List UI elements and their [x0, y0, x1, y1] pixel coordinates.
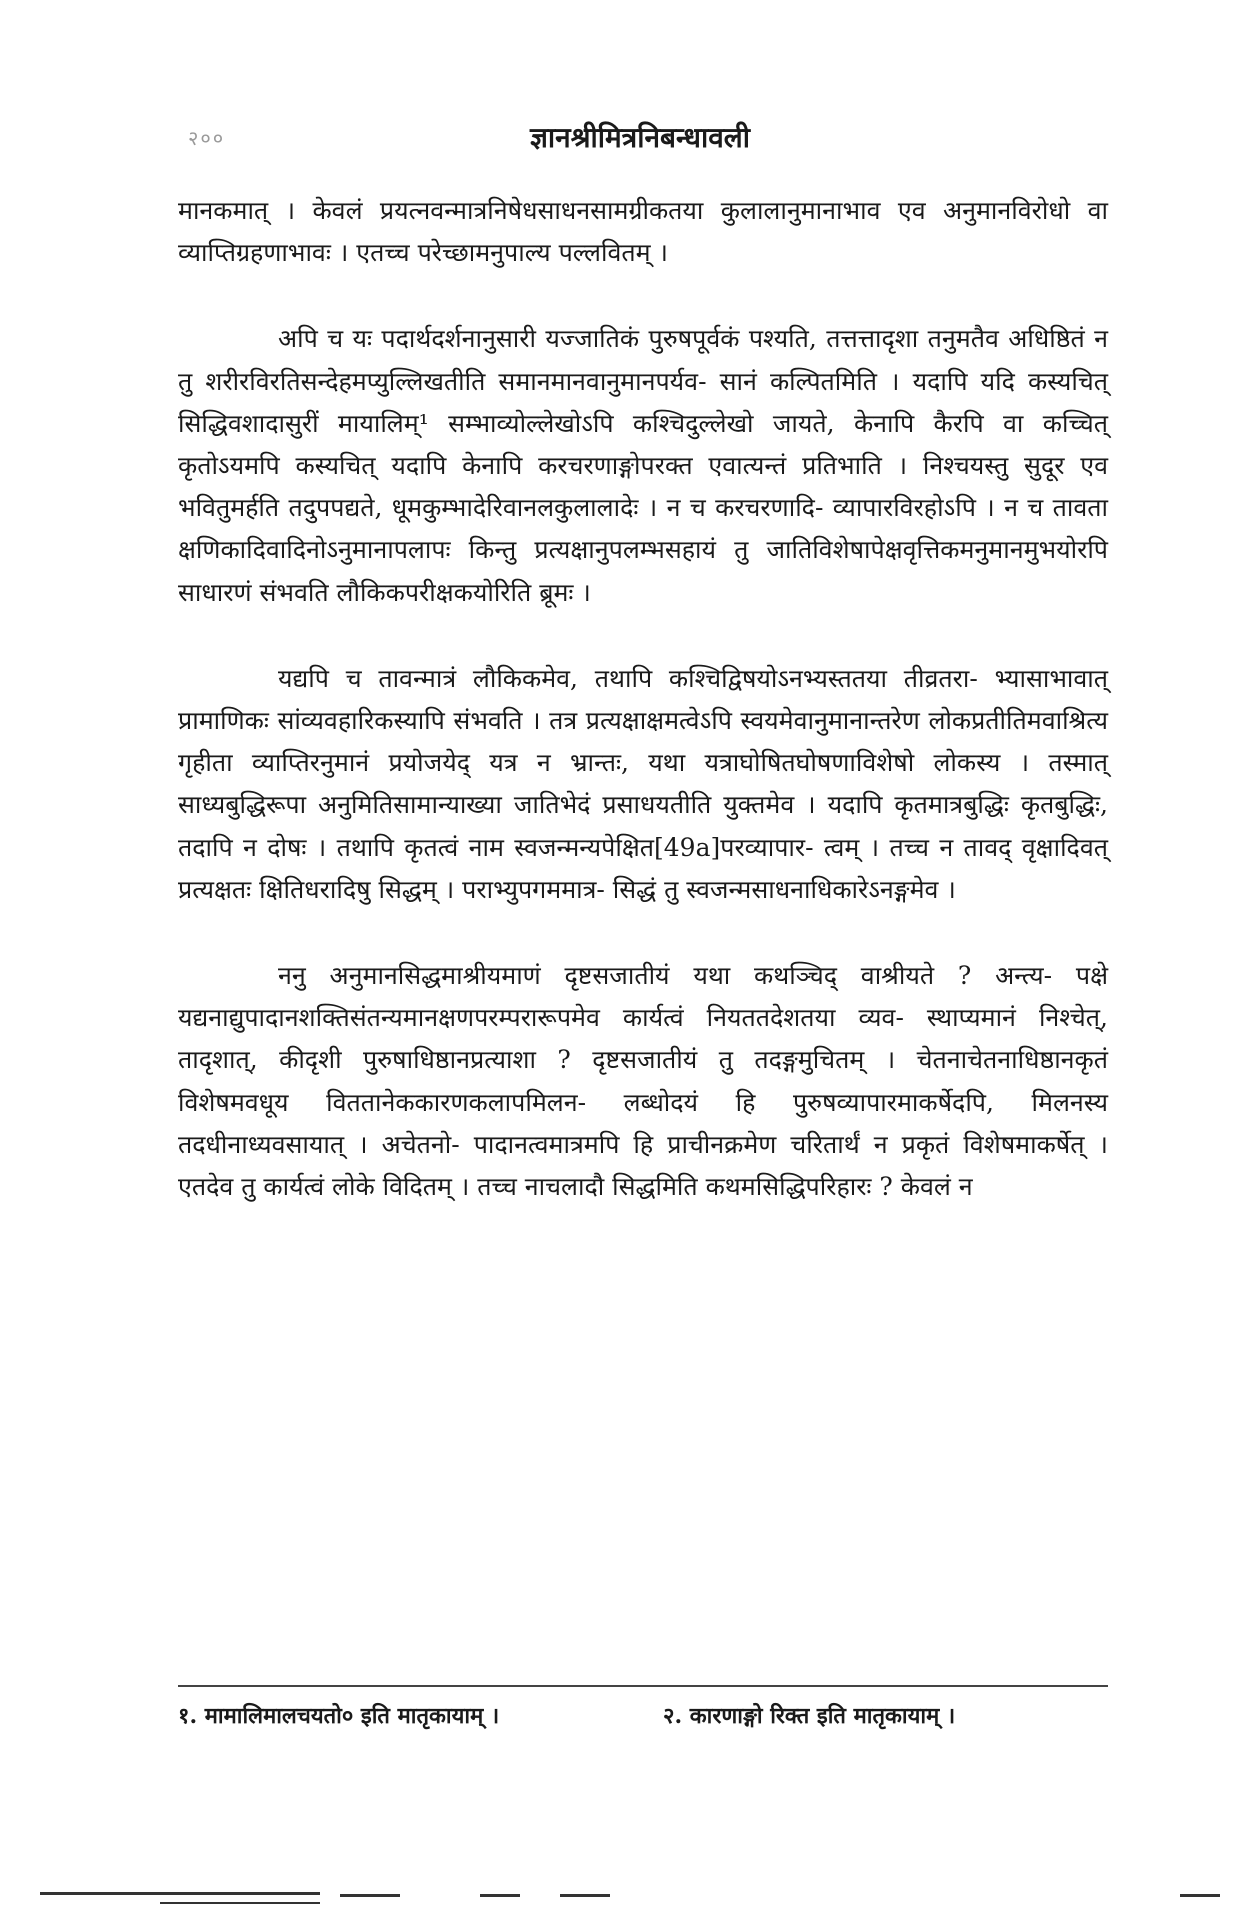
running-title: ज्ञानश्रीमित्रनिबन्धावली — [529, 121, 751, 154]
scan-mark — [340, 1894, 400, 1897]
paragraph-2: अपि च यः पदार्थदर्शनानुसारी यज्जातिकं पुरुषपूर्वकं पश्यति, तत्तत्तादृशा तनुमतैव अधिष्ठितं न तु शरीरविरतिसन्देहमप्युल्लिखतीति समानमानवानुमानपर्यव- सानं कल्पितमिति । यदापि यदि कस्यचित् सिद्धिवशादासुरीं मायालिम्¹ सम्भाव्योल्लेखोऽपि कश्चिदुल्लेखो जायते, केनापि कैरपि वा कच्चित् कृतोऽयमपि कस्यचित् यदापि केनापि करचरणाङ्गोपरक्त एवात्यन्तं प्रतिभाति । निश्चयस्तु सुदूर एव भवितुमर्हति तदुपपद्यते, धूमकुम्भादेरिवानलकुलालादेः । न च करचरणादि- व्यापारविरहोऽपि । न च तावता क्षणिकादिवादिनोऽनुमानापलापः किन्तु प्रत्यक्षानुपलम्भसहायं तु जातिविशेषापेक्षवृत्तिकमनुमानमुभयोरपि साधारणं संभवति लौकिकपरीक्षकयोरिति ब्रूमः । — [178, 324, 1108, 607]
paragraph-1: मानकमात् । केवलं प्रयत्नवन्मात्रनिषेधसाधनसामग्रीकतया कुलालानुमानाभाव एव अनुमानविरोधो वा व्याप्तिग्रहणाभावः । एतच्च परेच्छामनुपाल्य पल्लवितम् । — [178, 196, 1108, 268]
footnote-divider — [178, 1685, 1108, 1687]
scan-mark — [40, 1892, 320, 1895]
footnotes — [178, 1700, 1108, 1730]
footnote-2: २. कारणाङ्गो रिक्त इति मातृकायाम् । — [663, 1703, 956, 1729]
body-text — [178, 190, 1108, 1208]
footnote-1: १. मामालिमालचयतो० इति मातृकायाम् । — [178, 1703, 500, 1729]
scan-edge-marks — [40, 1888, 1220, 1918]
scan-mark — [560, 1894, 610, 1897]
paragraph-3: यद्यपि च तावन्मात्रं लौकिकमेव, तथापि कश्चिद्विषयोऽनभ्यस्ततया तीव्रतरा- भ्यासाभावात् प्रामाणिकः सांव्यवहारिकस्यापि संभवति । तत्र प्रत्यक्षाक्षमत्वेऽपि स्वयमेवानुमानान्तरेण लोकप्रतीतिमवाश्रित्य गृहीता व्याप्तिरनुमानं प्रयोजयेद् यत्र न भ्रान्तः, यथा यत्राघोषितघोषणाविशेषो लोकस्य । तस्मात् साध्यबुद्धिरूपा अनुमितिसामान्याख्या जातिभेदं प्रसाधयतीति युक्तमेव । यदापि कृतमात्रबुद्धिः कृतबुद्धिः, तदापि न दोषः । तथापि कृतत्वं नाम स्वजन्मन्यपेक्षित[49a]परव्यापार- त्वम् । तच्च न तावद् वृक्षादिवत् प्रत्यक्षतः क्षितिधरादिषु सिद्धम् । पराभ्युपगममात्र- सिद्धं तु स्वजन्मसाधनाधिकारेऽनङ्गमेव । — [178, 663, 1108, 904]
scan-mark — [1180, 1894, 1220, 1897]
page-number: २०० — [188, 126, 226, 150]
scan-mark — [480, 1894, 520, 1897]
scan-mark — [160, 1902, 320, 1904]
paragraph-4: ननु अनुमानसिद्धमाश्रीयमाणं दृष्टसजातीयं यथा कथञ्चिद् वाश्रीयते ? अन्त्य- पक्षे यद्यनाद्युपादानशक्तिसंतन्यमानक्षणपरम्परारूपमेव कार्यत्वं नियततदेशतया व्यव- स्थाप्यमानं निश्चेत्, तादृशात्, कीदृशी पुरुषाधिष्ठानप्रत्याशा ? दृष्टसजातीयं तु तदङ्गमुचितम् । चेतनाचेतनाधिष्ठानकृतं विशेषमवधूय विततानेककारणकलापमिलन- लब्धोदयं हि पुरुषव्यापारमाकर्षेदपि, मिलनस्य तदधीनाध्यवसायात् । अचेतनो- पादानत्वमात्रमपि हि प्राचीनक्रमेण चरितार्थं न प्रकृतं विशेषमाकर्षेत् । एतदेव तु कार्यत्वं लोके विदितम् । तच्च नाचलादौ सिद्धमिति कथमसिद्धिपरिहारः ? केवलं न — [178, 961, 1108, 1202]
page-header — [170, 118, 1110, 158]
